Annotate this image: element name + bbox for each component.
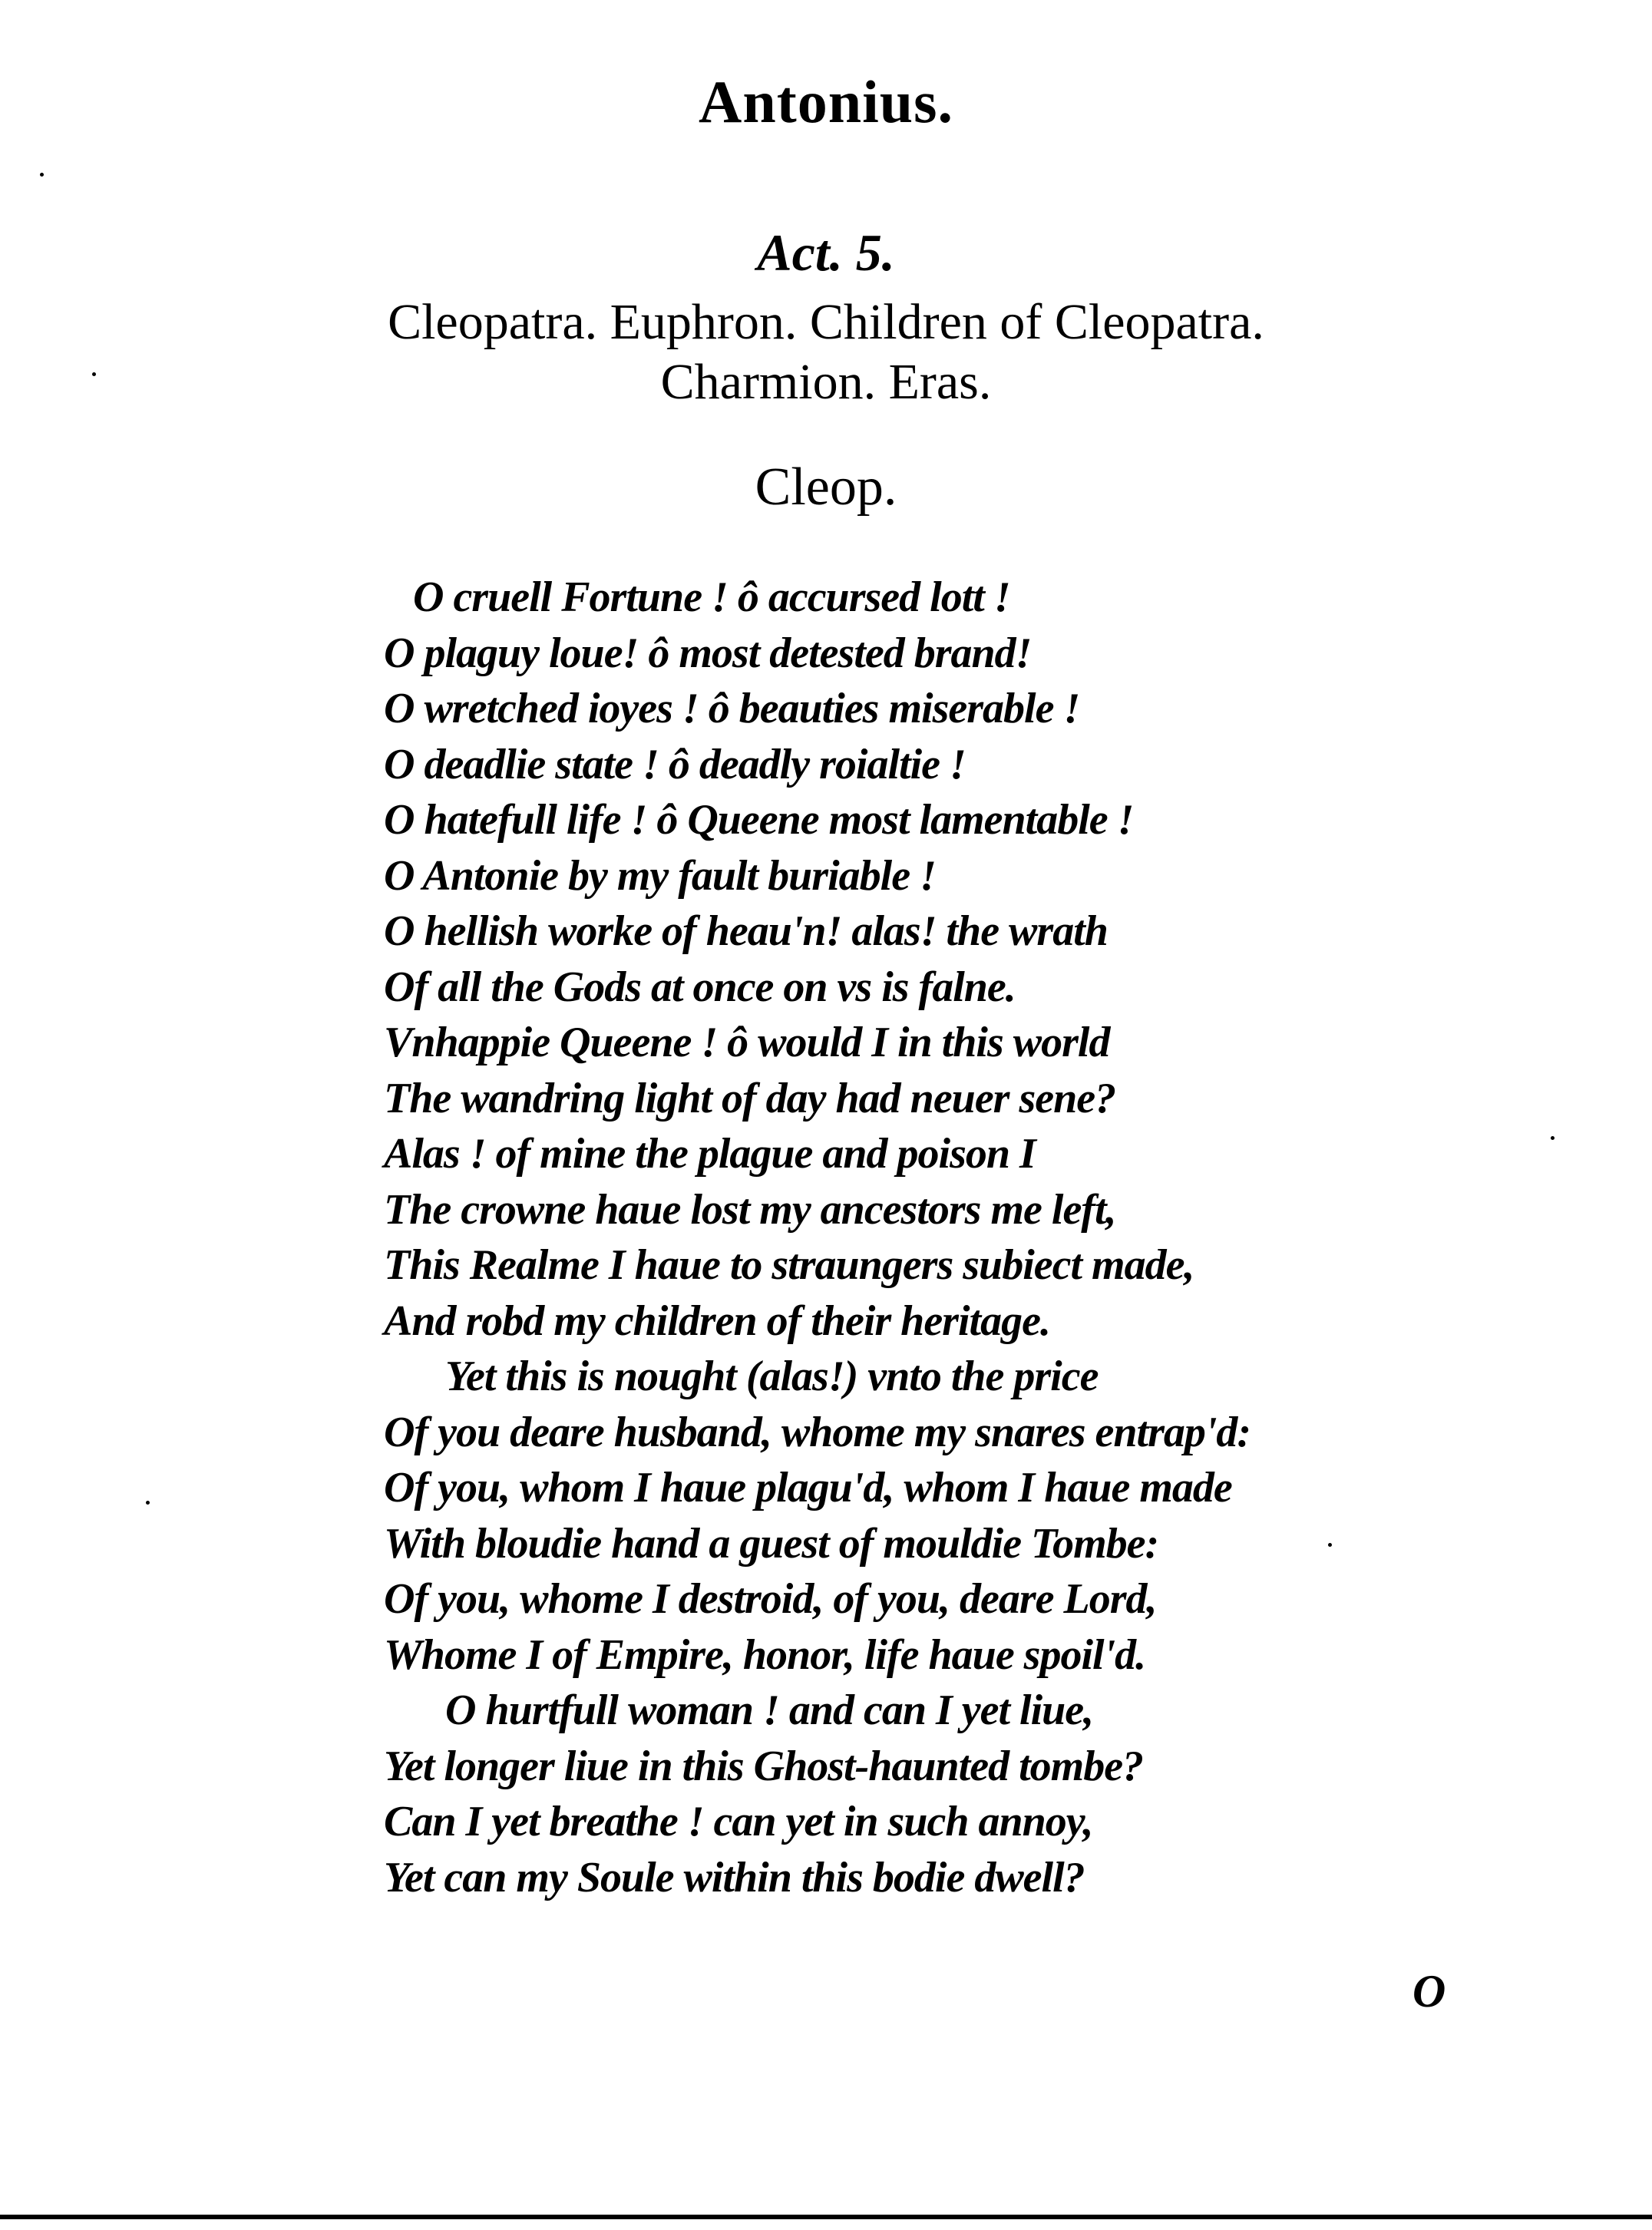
scan-speck	[40, 173, 44, 177]
verse-line: The crowne haue lost my ancestors me left,	[384, 1185, 1116, 1234]
scan-speck	[92, 372, 96, 376]
verse-line: Yet longer liue in this Ghost-haunted tombe?	[384, 1742, 1144, 1790]
scan-speck	[1551, 1136, 1555, 1140]
speakers-line-2: Charmion. Eras.	[660, 354, 992, 410]
speakers-line-1: Cleopatra. Euphron. Children of Cleopatra.	[388, 294, 1264, 350]
act-title: Act. 5.	[757, 223, 895, 282]
bottom-rule	[0, 2215, 1652, 2219]
verse-line: Alas ! of mine the plague and poison I	[384, 1130, 1036, 1178]
verse-line: Of all the Gods at once on vs is falne.	[384, 963, 1016, 1011]
verse-line: O cruell Fortune ! ô accursed lott !	[413, 573, 1010, 621]
verse-line: Of you, whom I haue plagu'd, whom I haue made	[384, 1464, 1232, 1511]
verse-line: O hellish worke of heau'n! alas! the wrath	[384, 907, 1108, 955]
verse-line: Yet this is nought (alas!) vnto the price	[445, 1353, 1099, 1400]
verse-line: Yet can my Soule within this bodie dwell?	[384, 1853, 1085, 1901]
verse-line: O wretched ioyes ! ô beauties miserable !	[384, 685, 1080, 732]
verse-block	[384, 570, 1459, 1905]
verse-line: With bloudie hand a guest of mouldie Tombe:	[384, 1519, 1159, 1568]
verse-line: This Realme I haue to straungers subiect made,	[384, 1241, 1194, 1289]
verse-line: Vnhappie Queene ! ô would I in this world	[384, 1019, 1110, 1066]
speaker-label: Cleop.	[755, 458, 897, 517]
catchword: O	[1412, 1966, 1446, 2017]
verse-line: O Antonie by my fault buriable !	[384, 851, 936, 900]
verse-line: The wandring light of day had neuer sene?	[384, 1074, 1116, 1122]
verse-line: Can I yet breathe ! can yet in such annoy,	[384, 1798, 1093, 1845]
verse-line: Of you, whome I destroid, of you, deare Lord,	[384, 1575, 1157, 1623]
scan-speck	[146, 1501, 150, 1505]
verse-line: O plaguy loue! ô most detested brand!	[384, 629, 1032, 677]
scan-speck	[1328, 1543, 1332, 1547]
running-head: Antonius.	[699, 68, 953, 135]
verse-line: Of you deare husband, whome my snares entrap'd:	[384, 1408, 1251, 1456]
verse-line: Whome I of Empire, honor, life haue spoil'd.	[384, 1630, 1146, 1679]
verse-line: O deadlie state ! ô deadly roialtie !	[384, 740, 966, 788]
verse-line: O hurtfull woman ! and can I yet liue,	[445, 1687, 1094, 1734]
verse-line: O hatefull life ! ô Queene most lamentable !	[384, 796, 1134, 844]
verse-line: And robd my children of their heritage.	[384, 1297, 1050, 1345]
